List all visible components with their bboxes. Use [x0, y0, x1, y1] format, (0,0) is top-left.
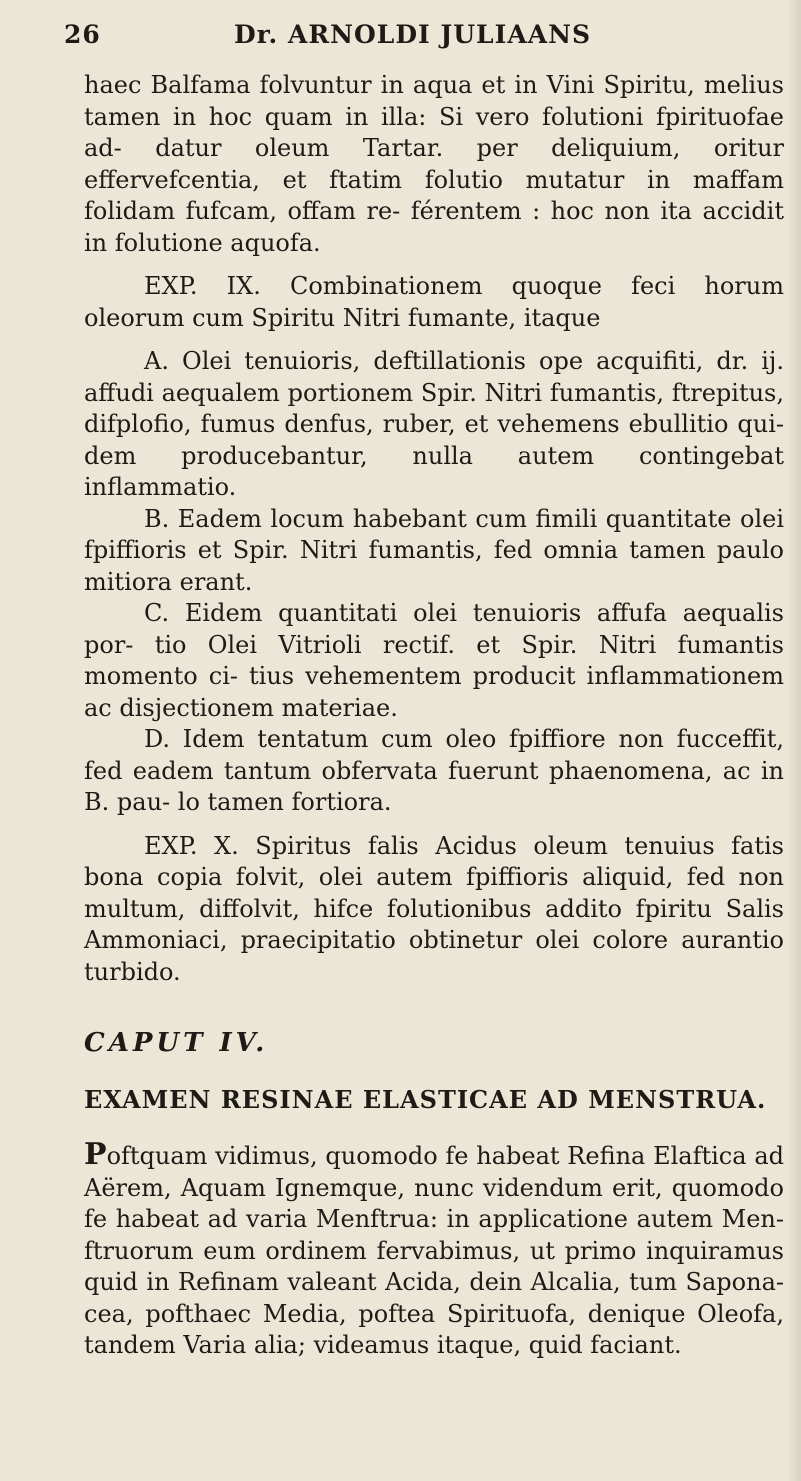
initial-letter: P — [84, 1137, 107, 1172]
paragraph-exp-x: EXP. X. Spiritus falis Acidus oleum tenuius fatis bona copia folvit, olei autem fpiffioris aliquid, fed non multum, diffolvit, hifce folutionibus addito fpiritu Salis Ammoniaci, praecipitatio obtinetur olei colore aurantio turbido. — [84, 831, 784, 986]
paragraph-b: B. Eadem locum habebant cum fimili quantitate olei fpiffioris et Spir. Nitri fumantis, fed omnia tamen paulo mitiora erant. — [84, 504, 784, 596]
paragraph-exp-ix: EXP. IX. Combinationem quoque feci horum oleorum cum Spiritu Nitri fumante, itaque — [84, 272, 784, 332]
running-header — [64, 10, 764, 60]
running-title: Dr. ARNOLDI JULIAANS — [234, 20, 592, 49]
paragraph-c: C. Eidem quantitati olei tenuioris affufa aequalis por- tio Olei Vitrioli rectif. et Spir. Nitri fumantis momento ci- tius vehementem producit inflammationem ac disjectionem materiae. — [84, 599, 784, 722]
page-number: 26 — [64, 20, 101, 49]
final-paragraph-text: oftquam vidimus, quomodo fe habeat Refina Elaftica ad Aërem, Aquam Ignemque, nunc videndum erit, quomodo fe habeat ad varia Menftrua: in applicatione autem Men- ftruorum eum ordinem fervabimus, ut primo inquiramus quid in Refinam valeant Acida, dein Alcalia, tum Sapona- cea, pofthaec Media, poftea Spirituofa, denique Oleofa, tandem Varia alia; videamus itaque, quid faciant. — [84, 1142, 784, 1359]
body-text — [84, 70, 784, 1362]
chapter-heading: CAPUT IV. — [84, 1028, 269, 1058]
paragraph-a: A. Olei tenuioris, deftillationis ope acquifiti, dr. ij. affudi aequalem portionem Spir. Nitri fumantis, ftrepitus, difplofio, fumus denfus, ruber, et vehemens ebullitio qui- dem producebantur, nulla autem contingebat inflammatio. — [84, 347, 784, 501]
paragraph-d: D. Idem tentatum cum oleo fpiffiore non fucceffit, fed eadem tantum obfervata fuerunt phaenomena, ac in B. pau- lo tamen fortiora. — [84, 725, 784, 816]
final-paragraph — [84, 1139, 784, 1362]
page-edge — [787, 0, 801, 1481]
paragraph: haec Balfama folvuntur in aqua et in Vini Spiritu, melius tamen in hoc quam in illa: Si vero folutioni fpirituofae ad- datur oleum Tartar. per deliquium, oritur effervefcentia, et ftatim folutio mutatur in maffam folidam fufcam, offam re- férentem : hoc non ita accidit in folutione aquofa. — [84, 71, 784, 257]
chapter-title: EXAMEN RESINAE ELASTICAE AD MENSTRUA. — [84, 1084, 767, 1114]
